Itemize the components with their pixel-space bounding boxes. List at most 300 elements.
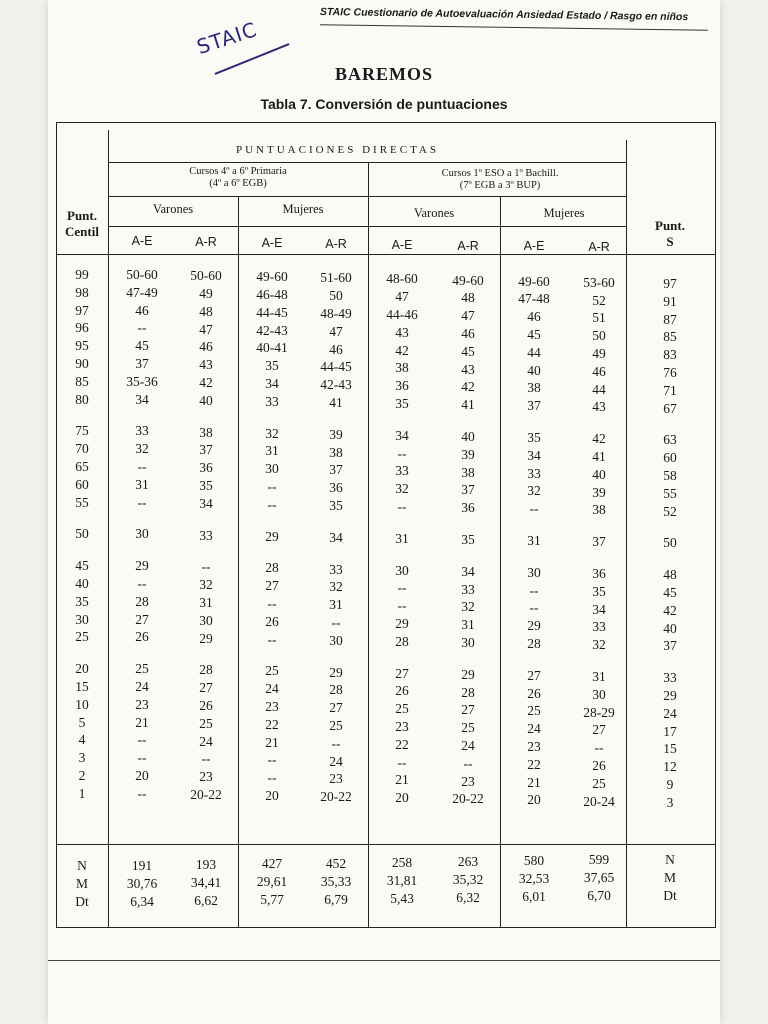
score-cell: 45	[461, 343, 475, 359]
stat-cell: 30,76	[126, 876, 158, 891]
footer-rule	[48, 960, 720, 961]
centil-cell: 55	[75, 494, 89, 510]
score-cell: 48	[199, 303, 213, 319]
score-cell: 32	[265, 425, 279, 441]
centil-cell: 4	[78, 732, 86, 748]
score-cell: 25	[592, 775, 606, 791]
score-cell: 27	[199, 680, 213, 696]
score-cell: --	[594, 740, 604, 756]
centil-cell: 85	[75, 373, 89, 389]
score-cell: 47	[461, 308, 475, 324]
score-cell: 27	[592, 722, 606, 738]
score-cell: 30	[461, 634, 475, 650]
score-cell: --	[267, 752, 277, 768]
col-divider-s	[626, 140, 627, 927]
s-score-cell: 97	[663, 276, 677, 291]
handwritten-stamp: STAIC	[193, 17, 261, 59]
score-cell: 26	[199, 697, 213, 713]
stat-label-right: N	[665, 852, 675, 867]
stats-rule	[56, 844, 716, 845]
s-score-cell: 48	[663, 567, 677, 583]
score-cell: 26	[527, 685, 541, 701]
score-cell: --	[463, 755, 473, 771]
score-cell: 35	[329, 497, 343, 513]
score-cell: 46	[329, 341, 343, 357]
stat-cell: 263	[457, 854, 479, 869]
subheader-a-r: A-R	[195, 234, 217, 249]
stat-label-left: M	[75, 876, 89, 891]
stat-cell: 31,81	[386, 872, 418, 888]
score-cell: 23	[461, 773, 475, 789]
score-cell: 29	[135, 558, 149, 574]
score-cell: 23	[527, 739, 541, 754]
score-cell: --	[267, 479, 277, 494]
score-cell: 38	[329, 444, 343, 460]
score-cell: 20-22	[320, 789, 352, 805]
score-cell: 28	[265, 560, 279, 576]
score-cell: 23	[329, 771, 343, 787]
centil-cell: 10	[75, 696, 89, 712]
centil-cell: 45	[75, 558, 89, 574]
score-cell: --	[397, 499, 407, 514]
s-score-cell: 12	[663, 759, 677, 775]
score-cell: 23	[135, 696, 149, 712]
score-cell: 45	[527, 327, 541, 342]
score-cell: 44	[592, 381, 606, 397]
score-cell: 38	[592, 502, 606, 518]
centil-cell: 25	[75, 629, 89, 645]
score-cell: 34	[199, 495, 213, 511]
score-cell: 31	[395, 530, 409, 546]
score-cell: 33	[527, 465, 541, 481]
header-punt-centil	[65, 208, 99, 240]
score-cell: 40	[199, 392, 213, 408]
score-cell: 37	[199, 442, 213, 458]
centil-cell: 40	[75, 576, 89, 591]
score-cell: 46	[592, 363, 606, 379]
score-cell: 29	[461, 666, 475, 682]
score-cell: 33	[395, 463, 409, 479]
score-cell: 35	[199, 477, 213, 493]
score-cell: 26	[395, 683, 409, 699]
stat-cell: 5,77	[260, 892, 284, 908]
stat-cell: 32,53	[518, 871, 550, 887]
stat-cell: 191	[131, 858, 153, 873]
score-cell: 20	[135, 768, 149, 783]
score-cell: 42	[199, 374, 213, 390]
score-cell: 31	[592, 668, 606, 684]
score-cell: 38	[199, 424, 213, 440]
s-score-cell: 9	[666, 777, 674, 792]
s-score-cell: 45	[663, 585, 677, 600]
score-cell: 34	[135, 391, 149, 407]
score-cell: --	[267, 770, 277, 786]
score-cell: 37	[527, 398, 541, 414]
s-score-cell: 3	[666, 794, 674, 810]
score-cell: 50	[592, 328, 606, 344]
score-cell: --	[267, 631, 277, 647]
score-cell: 22	[527, 756, 541, 772]
score-cell: 47	[199, 321, 213, 337]
score-cell: 25	[329, 717, 343, 733]
stat-cell: 427	[261, 856, 283, 872]
score-cell: 20-22	[452, 791, 484, 807]
score-cell: 28	[329, 682, 343, 698]
score-cell: 41	[461, 397, 475, 413]
score-cell: 49-60	[256, 269, 288, 285]
score-cell: 42	[461, 379, 475, 395]
s-score-cell: 24	[663, 705, 677, 721]
score-cell: 22	[395, 736, 409, 752]
score-cell: --	[529, 501, 539, 517]
score-cell: 30	[527, 564, 541, 580]
centil-cell: 3	[78, 750, 86, 766]
centil-cell: 95	[75, 338, 89, 354]
stat-cell: 6,79	[324, 891, 348, 907]
score-cell: 35-36	[126, 373, 158, 389]
score-cell: 35	[461, 531, 475, 547]
score-cell: --	[137, 785, 147, 801]
s-score-cell: 58	[663, 468, 677, 483]
score-cell: 33	[265, 393, 279, 409]
score-cell: 29	[265, 528, 279, 544]
score-cell: 22	[265, 716, 279, 732]
score-cell: 37	[461, 482, 475, 498]
score-cell: 23	[199, 769, 213, 785]
group-eso-line1: Cursos 1º ESO a 1º Bachill.	[441, 168, 559, 179]
score-cell: 30	[395, 562, 409, 578]
score-cell: 43	[592, 399, 606, 415]
stat-cell: 6,62	[194, 893, 218, 909]
header-punt-s	[655, 218, 685, 250]
score-cell: 35	[395, 396, 409, 411]
score-cell: 27	[461, 702, 475, 718]
centil-cell: 50	[75, 526, 89, 542]
score-cell: 51-60	[320, 270, 352, 286]
stat-cell: 580	[523, 853, 545, 869]
score-cell: 36	[461, 500, 475, 516]
centil-cell: 70	[75, 441, 89, 457]
score-cell: 32	[461, 599, 475, 615]
score-cell: 47	[395, 289, 409, 305]
score-cell: 29	[329, 664, 343, 680]
score-cell: 37	[135, 356, 149, 371]
score-cell: 32	[527, 483, 541, 499]
score-cell: 25	[395, 701, 409, 717]
score-cell: --	[397, 754, 407, 770]
score-cell: 39	[592, 484, 606, 500]
score-cell: 51	[592, 310, 606, 326]
subheader-a-e: A-E	[261, 235, 283, 250]
score-cell: 44	[527, 344, 541, 360]
score-cell: 48-60	[386, 271, 418, 287]
score-cell: 45	[135, 338, 149, 354]
score-cell: --	[397, 445, 407, 461]
stat-label-left: Dt	[75, 894, 89, 909]
subheader-a-r: A-R	[588, 240, 610, 255]
score-cell: 29	[199, 630, 213, 646]
centil-cell: 98	[75, 284, 89, 300]
score-cell: 31	[265, 443, 279, 459]
score-cell: 20	[395, 790, 409, 806]
stat-cell: 599	[588, 852, 610, 868]
score-cell: 32	[199, 577, 213, 593]
page-title: BAREMOS	[334, 64, 433, 84]
sex-varones-primaria: Varones	[152, 202, 194, 216]
score-cell: 20-22	[190, 786, 222, 802]
stat-cell: 6,01	[522, 889, 546, 905]
header-rule-1	[108, 162, 626, 163]
score-cell: 50-60	[190, 268, 222, 284]
score-cell: 47	[329, 323, 343, 339]
s-score-cell: 37	[663, 638, 677, 654]
score-cell: 32	[135, 441, 149, 457]
group-primaria	[189, 166, 287, 190]
centil-cell: 60	[75, 476, 89, 492]
score-cell: 49-60	[452, 272, 484, 288]
header-punt-centil-line1: Punt.	[67, 208, 97, 223]
col-divider-centil	[108, 130, 109, 927]
s-score-cell: 55	[663, 485, 677, 501]
stat-cell: 6,70	[587, 888, 611, 904]
s-score-cell: 91	[663, 293, 677, 309]
score-cell: 28-29	[583, 704, 615, 720]
centil-cell: 1	[78, 785, 86, 801]
stat-cell: 193	[195, 857, 217, 873]
score-cell: --	[137, 320, 147, 336]
centil-cell: 97	[75, 302, 89, 318]
score-cell: --	[397, 598, 407, 614]
score-cell: 24	[527, 721, 541, 737]
score-cell: 50-60	[126, 267, 158, 282]
centil-cell: 20	[75, 661, 89, 677]
score-cell: 47-49	[126, 284, 158, 300]
score-cell: 40	[461, 428, 475, 444]
centil-cell: 75	[75, 423, 89, 439]
score-cell: 28	[395, 633, 409, 649]
score-cell: 43	[461, 361, 475, 377]
stat-cell: 35,33	[320, 873, 352, 889]
score-cell: 26	[265, 613, 279, 629]
header-rule-bottom	[56, 254, 716, 255]
score-cell: 37	[592, 534, 606, 550]
group-primaria-line1: Cursos 4º a 6º Primaria	[189, 166, 287, 177]
subheader-a-e: A-E	[391, 237, 413, 252]
score-cell: 28	[199, 662, 213, 678]
score-cell: 28	[461, 684, 475, 700]
score-cell: 31	[199, 594, 213, 610]
header-puntuaciones-directas: PUNTUACIONES DIRECTAS	[236, 144, 439, 156]
header-punt-s-line1: Punt.	[655, 218, 685, 233]
s-score-cell: 42	[663, 602, 677, 618]
table-border-bottom	[56, 927, 716, 928]
score-cell: 43	[199, 357, 213, 373]
stat-label-left: N	[77, 858, 87, 873]
col-divider-sex-2	[500, 196, 501, 927]
score-cell: 20-24	[583, 793, 615, 809]
s-score-cell: 50	[663, 535, 677, 551]
score-cell: 36	[592, 565, 606, 581]
subheader-a-r: A-R	[457, 238, 479, 253]
col-divider-sex-1	[238, 196, 239, 927]
score-cell: 39	[329, 426, 343, 442]
s-score-cell: 63	[663, 432, 677, 448]
score-cell: 24	[135, 679, 149, 694]
score-cell: --	[201, 559, 211, 575]
table-border-left	[56, 122, 57, 927]
score-cell: 39	[461, 446, 475, 462]
score-cell: 42-43	[320, 377, 352, 393]
score-cell: 35	[265, 358, 279, 374]
score-cell: 33	[329, 561, 343, 577]
stat-cell: 258	[391, 854, 413, 870]
s-score-cell: 40	[663, 620, 677, 636]
s-score-cell: 71	[663, 382, 677, 398]
score-cell: 34	[329, 529, 343, 545]
score-cell: 44-46	[386, 307, 418, 322]
table-border-right	[715, 122, 716, 927]
s-score-cell: 29	[663, 688, 677, 703]
centil-cell: 99	[75, 267, 89, 282]
score-cell: 27	[527, 667, 541, 683]
score-cell: 32	[395, 481, 409, 497]
score-cell: 21	[265, 734, 279, 750]
score-cell: --	[331, 735, 341, 751]
score-cell: 44-45	[256, 304, 288, 320]
score-cell: 53-60	[583, 274, 615, 290]
score-cell: 36	[329, 480, 343, 496]
score-cell: --	[267, 596, 277, 611]
stat-cell: 37,65	[583, 870, 615, 886]
score-cell: 26	[592, 757, 606, 773]
score-cell: 31	[135, 476, 149, 492]
score-cell: 31	[461, 617, 475, 633]
centil-cell: 5	[78, 714, 86, 730]
score-cell: 48-49	[320, 305, 352, 321]
s-score-cell: 52	[663, 503, 677, 519]
score-cell: 33	[461, 581, 475, 597]
score-cell: --	[137, 732, 147, 748]
score-cell: --	[267, 496, 277, 512]
score-cell: 34	[527, 447, 541, 463]
score-cell: 25	[135, 661, 149, 677]
score-cell: 31	[329, 597, 343, 613]
running-head: STAIC Cuestionario de Autoevaluación Ansiedad Estado / Rasgo en niños	[319, 6, 689, 24]
score-cell: 30	[329, 632, 343, 648]
s-score-cell: 83	[663, 347, 677, 363]
group-eso	[442, 168, 559, 192]
centil-cell: 30	[75, 611, 89, 627]
score-cell: 21	[395, 772, 409, 788]
score-cell: 25	[199, 715, 213, 731]
s-score-cell: 67	[663, 400, 677, 416]
score-cell: --	[201, 751, 211, 767]
subheader-a-r: A-R	[325, 236, 347, 251]
score-cell: 46	[199, 339, 213, 355]
score-cell: 27	[265, 578, 279, 594]
score-cell: 29	[395, 616, 409, 631]
group-eso-line2: (7º EGB a 3º BUP)	[459, 180, 541, 191]
s-score-cell: 15	[663, 741, 677, 757]
score-cell: 50	[329, 288, 343, 304]
score-cell: 36	[395, 378, 409, 394]
subheader-a-e: A-E	[523, 239, 545, 254]
score-cell: 40	[527, 362, 541, 378]
stat-label-right: M	[663, 870, 677, 885]
score-cell: --	[137, 494, 147, 510]
score-cell: 34	[592, 601, 606, 617]
score-cell: 28	[135, 593, 149, 609]
col-divider-groups	[368, 162, 369, 927]
centil-cell: 65	[75, 459, 89, 474]
centil-cell: 15	[75, 679, 89, 694]
header-punt-centil-line2: Centil	[65, 224, 99, 239]
score-cell: 29	[527, 618, 541, 634]
score-cell: 47-48	[518, 291, 550, 307]
score-cell: 52	[592, 292, 606, 308]
score-cell: 27	[329, 700, 343, 716]
score-cell: 20	[527, 792, 541, 808]
subheader-a-e: A-E	[131, 234, 153, 248]
score-cell: 36	[199, 460, 213, 476]
sex-mujeres-primaria: Mujeres	[282, 202, 324, 216]
score-cell: 42-43	[256, 322, 288, 338]
score-cell: 27	[135, 611, 149, 627]
score-cell: 40-41	[256, 340, 288, 356]
centil-cell: 96	[75, 320, 89, 336]
score-cell: 24	[461, 737, 475, 753]
table-border-top	[56, 122, 716, 123]
score-cell: 33	[592, 619, 606, 635]
score-cell: 46-48	[256, 287, 288, 302]
score-cell: 24	[199, 733, 213, 749]
score-cell: 23	[265, 699, 279, 714]
score-cell: 42	[592, 431, 606, 447]
score-cell: 48	[461, 290, 475, 306]
score-cell: 23	[395, 719, 409, 734]
score-cell: 38	[461, 464, 475, 480]
conversion-table	[56, 122, 716, 927]
score-cell: 40	[592, 466, 606, 482]
score-cell: 46	[527, 309, 541, 325]
header-punt-s-line2: S	[666, 234, 674, 249]
score-cell: 49	[592, 345, 606, 361]
stat-cell: 35,32	[452, 872, 484, 887]
score-cell: --	[137, 576, 147, 591]
sex-mujeres-eso: Mujeres	[543, 206, 585, 220]
centil-cell: 90	[75, 356, 89, 371]
score-cell: 31	[527, 533, 541, 548]
header-rule-2	[108, 196, 626, 197]
score-cell: 25	[527, 703, 541, 719]
group-primaria-line2: (4º a 6º EGB)	[209, 178, 267, 189]
score-cell: 30	[135, 526, 149, 542]
score-cell: 32	[592, 637, 606, 653]
stat-cell: 452	[325, 855, 347, 871]
score-cell: 37	[329, 462, 343, 478]
score-cell: 30	[592, 686, 606, 702]
score-cell: 46	[135, 302, 149, 318]
s-score-cell: 87	[663, 311, 677, 327]
score-cell: 25	[265, 663, 279, 679]
score-cell: --	[331, 614, 341, 630]
score-cell: --	[397, 580, 407, 596]
score-cell: 25	[461, 720, 475, 736]
score-cell: 30	[199, 612, 213, 628]
s-score-cell: 33	[663, 670, 677, 686]
score-cell: 26	[135, 629, 149, 645]
score-cell: 38	[527, 380, 541, 396]
